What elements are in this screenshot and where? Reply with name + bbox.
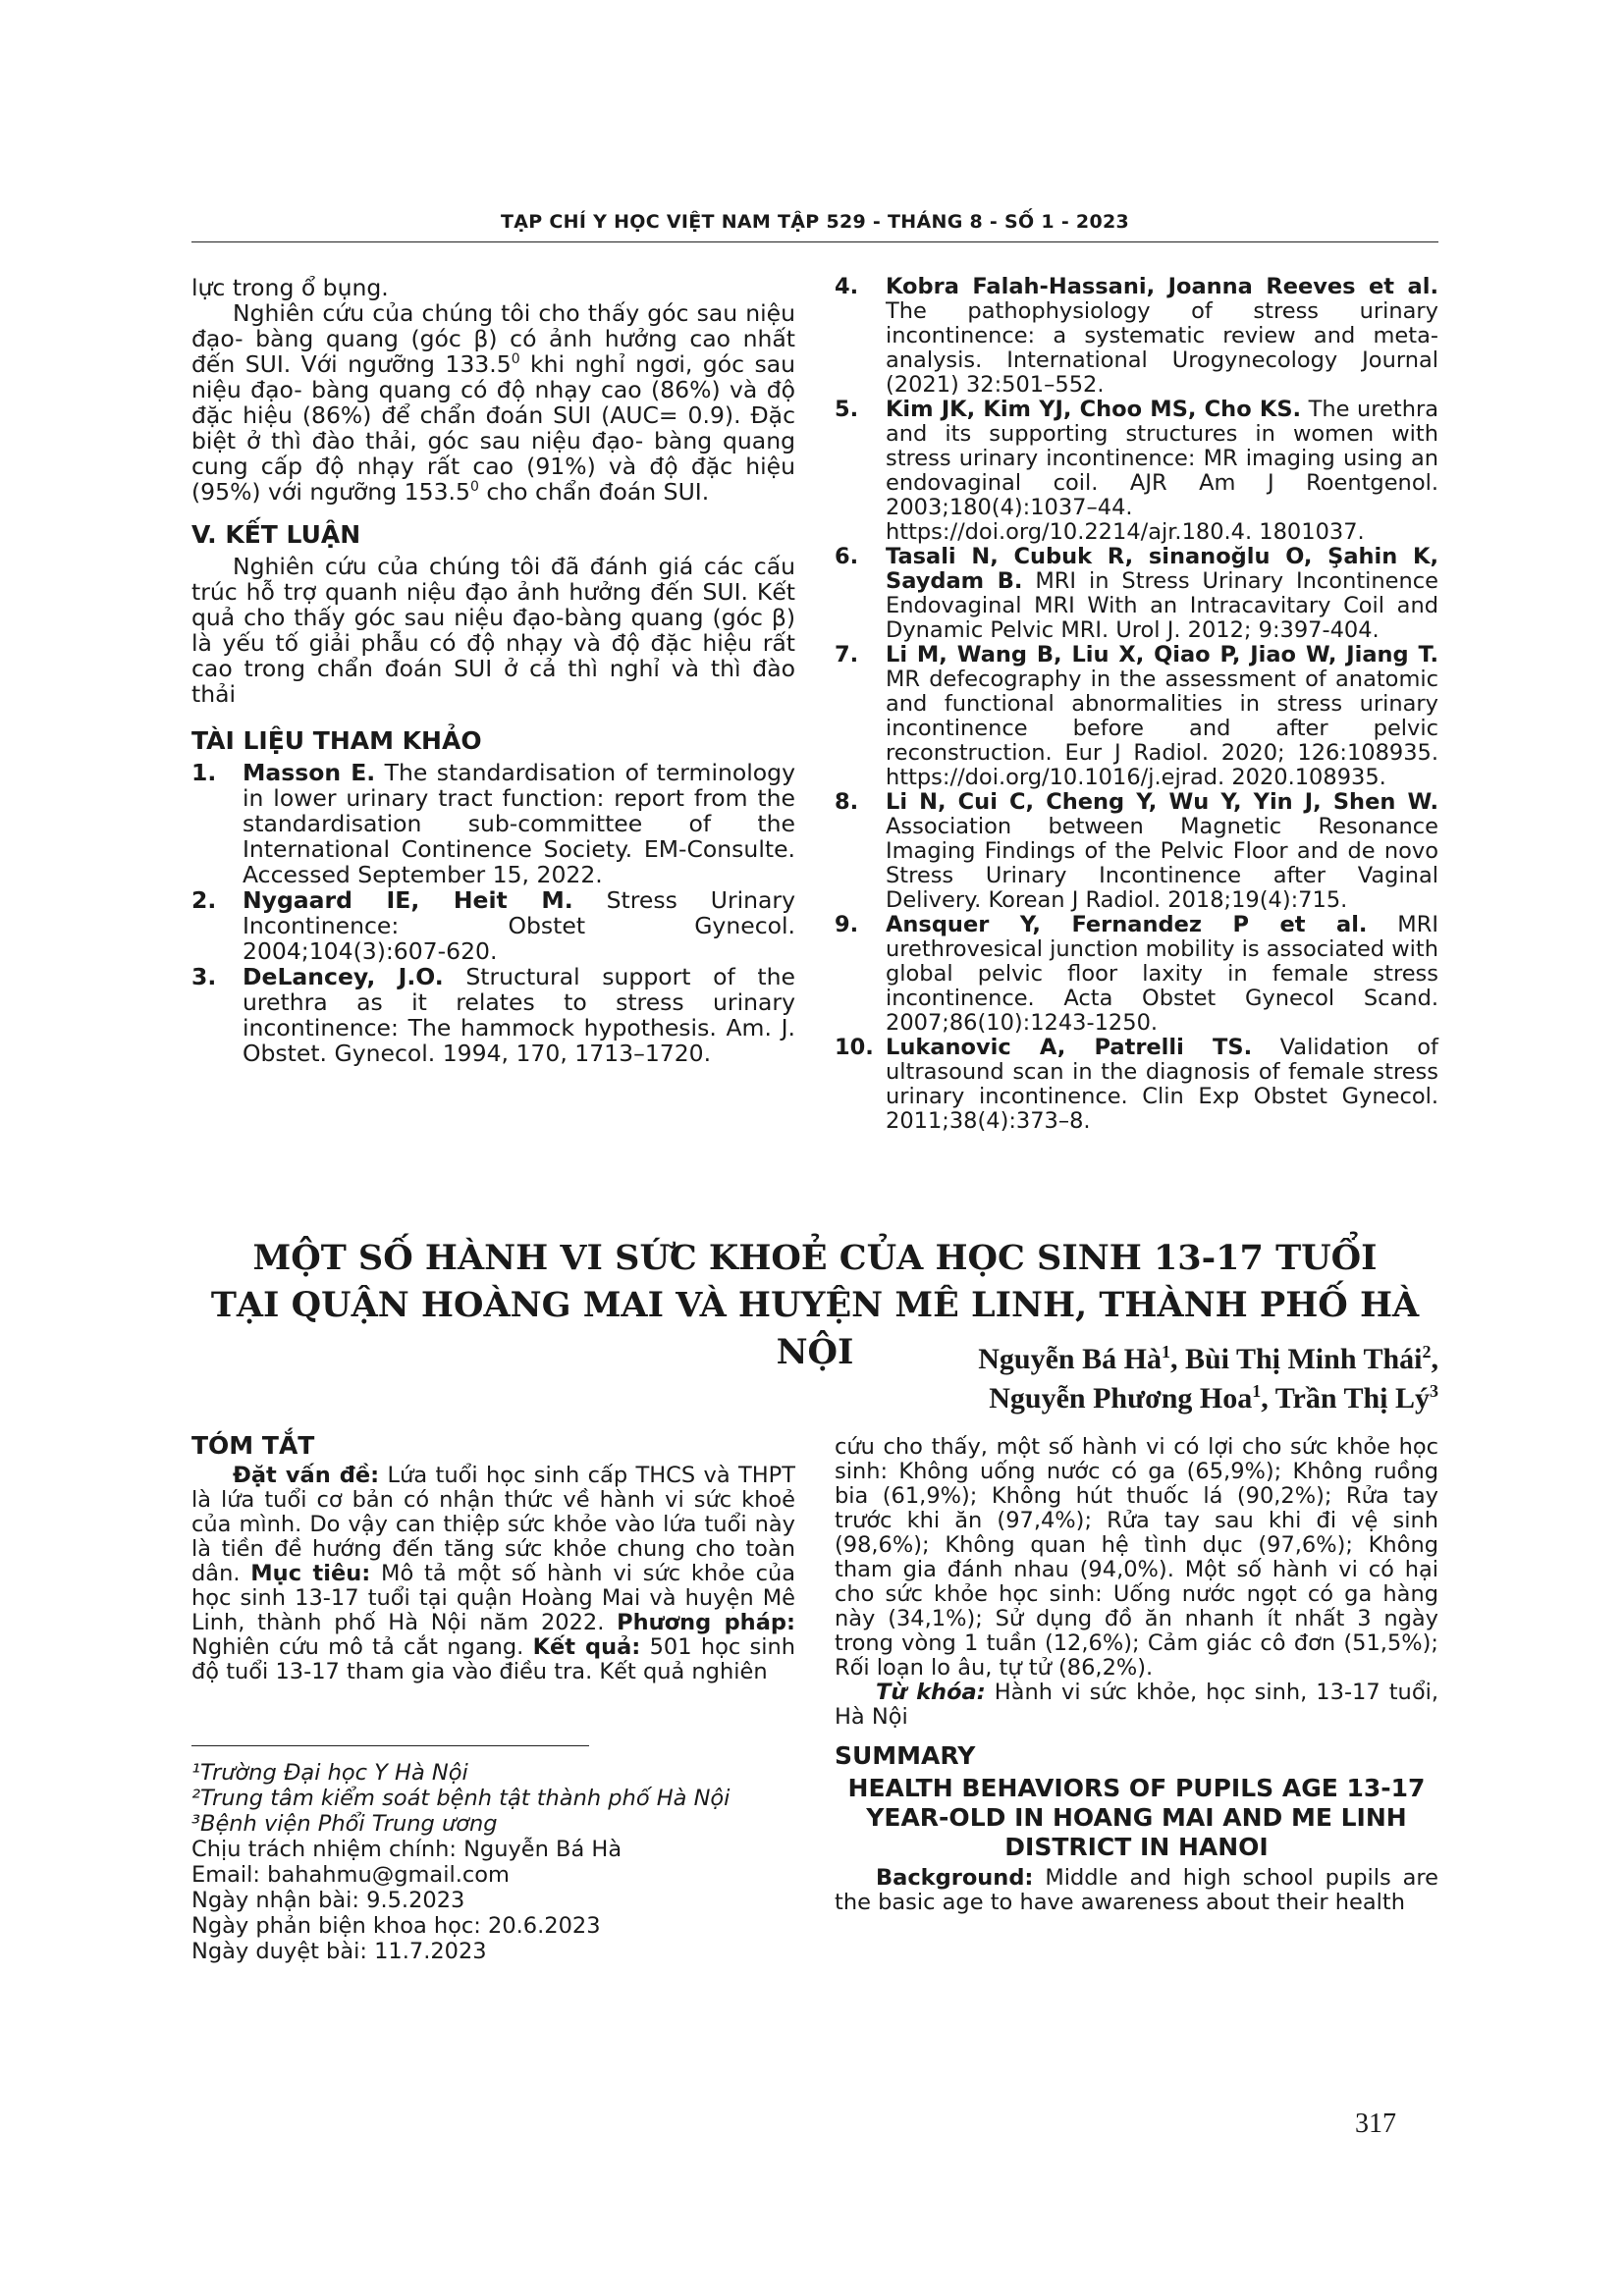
abstract-right	[835, 1435, 1438, 1915]
keywords-text: Hành vi sức khỏe, học sinh, 13-17 tuổi, Hà Nội	[835, 1680, 1438, 1730]
reference-text: MRI urethrovesical junction mobility is associated with global pelvic floor laxity in female stress incontinence. Acta Obstet Gynecol Scand. 2007;86(10):1243-1250.	[886, 912, 1438, 1036]
affiliation-marker: 2	[1422, 1342, 1432, 1362]
reference-number: 10.	[835, 1035, 874, 1060]
reference-item	[835, 643, 1438, 790]
date-accepted: Ngày duyệt bài: 11.7.2023	[191, 1939, 487, 1964]
abstract-paragraph	[191, 1464, 795, 1684]
reference-text: MRI in Stress Urinary Incontinence Endovaginal MRI With an Intracavitary Coil and Dynamic Pelvic MRI. Urol J. 2012; 9:397-404.	[886, 568, 1438, 643]
text-run: Mô tả một số hành vi sức khỏe của học sinh 13-17 tuổi tại quận Hoàng Mai và huyện Mê Linh, thành phố Hà Nội năm 2022.	[191, 1561, 795, 1635]
email: Email: bahahmu@gmail.com	[191, 1862, 510, 1888]
reference-text: MR defecography in the assessment of anatomic and functional abnormalities in stress urinary incontinence before and after pelvic reconstruction. Eur J Radiol. 2020; 126:108935. https://doi.org/10.1016/j.ejrad. 2020.108935.	[886, 667, 1438, 790]
text-run: Lứa tuổi học sinh cấp THCS và THPT là lứa tuổi cơ bản có nhận thức về hành vi sức khoẻ của mình. Do vậy can thiệp sức khỏe vào lứa tuổi này là tiền đề hướng đến tăng sức khỏe chung cho toàn dân.	[191, 1463, 795, 1586]
superscript: 0	[511, 351, 520, 368]
author-name: Nguyễn Bá Hà	[978, 1343, 1162, 1375]
paragraph-results	[191, 300, 795, 505]
label-result: Kết quả:	[532, 1634, 641, 1660]
abstract-heading: TÓM TẮT	[191, 1431, 315, 1460]
text-run: khi nghỉ ngơi, góc sau niệu đạo- bàng quang có độ nhạy cao (86%) và độ đặc hiệu (86%) để chẩn đoán SUI (AUC= 0.9). Đặc biệt ở thì đào thải, góc sau niệu đạo- bàng quang cung cấp độ nhạy rất cao (91%) và độ đặc hiệu (95%) với ngưỡng 153.5	[191, 350, 795, 506]
right-column	[835, 275, 1438, 1134]
reference-text: Association between Magnetic Resonance Imaging Findings of the Pelvic Floor and de novo Stress Urinary Incontinence after Vaginal Delivery. Korean J Radiol. 2018;19(4):715.	[886, 814, 1438, 913]
reference-authors: Nygaard IE, Heit M.	[243, 886, 573, 914]
paragraph-continuation: lực trong ổ bụng.	[191, 274, 389, 301]
reference-text: The standardisation of terminology in lower urinary tract function: report from the standardisation sub-committee of the International Continence Society. EM-Consulte. Accessed September 15, 2022.	[243, 759, 795, 888]
reference-item	[191, 760, 795, 887]
text-run: Middle and high school pupils are the basic age to have awareness about their health	[835, 1865, 1438, 1915]
abstract-continuation: cứu cho thấy, một số hành vi có lợi cho sức khỏe học sinh: Không uống nước có ga (65,9%); Không ruồng bia (61,9%); Không hút thuốc lá (90,2%); Rửa tay trước khi ăn (97,4%); Rửa tay sau khi đi vệ sinh (98,6%); Không quan hệ tình dục (97,6%); Không tham gia đánh nhau (94,0%). Một số hành vi có hại cho sức khỏe học sinh: Uống nước ngọt có ga hàng này (34,1%); Sử dụng đồ ăn nhanh ít nhất 3 ngày trong vòng 1 tuần (12,6%); Cảm giác cô đơn (51,5%); Rối loạn lo âu, tự tử (86,2%).	[835, 1434, 1438, 1681]
label-method: Phương pháp:	[617, 1610, 795, 1635]
text-run: Nghiên cứu của chúng tôi cho thấy góc sau niệu đạo- bàng quang (góc β) có ảnh hưởng cao nhất đến SUI. Với ngưỡng 133.5	[191, 299, 795, 378]
footnote-rule	[191, 1745, 589, 1746]
keywords	[835, 1681, 1438, 1730]
article-title-line: MỘT SỐ HÀNH VI SỨC KHOẺ CỦA HỌC SINH 13-17 TUỔI	[252, 1238, 1378, 1278]
text-run: cho chẩn đoán SUI.	[478, 478, 710, 506]
author-name: Trần Thị Lý	[1274, 1382, 1430, 1415]
reference-item	[835, 913, 1438, 1036]
reference-text: Stress Urinary Incontinence: Obstet Gynecol. 2004;104(3):607-620.	[243, 886, 795, 965]
reference-item	[835, 275, 1438, 398]
reference-list-left	[191, 760, 795, 1066]
keywords-label: Từ khóa:	[876, 1680, 986, 1705]
label-background: Đặt vấn đề:	[233, 1463, 380, 1488]
date-reviewed: Ngày phản biện khoa học: 20.6.2023	[191, 1913, 601, 1939]
superscript: 0	[469, 479, 479, 496]
reference-text: Structural support of the urethra as it relates to stress urinary incontinence: The hammock hypothesis. Am. J. Obstet. Gynecol. 1994, 170, 1713–1720.	[243, 963, 795, 1067]
reference-authors: Li M, Wang B, Liu X, Qiao P, Jiao W, Jiang T.	[886, 642, 1438, 667]
reference-text: The pathophysiology of stress urinary incontinence: a systematic review and meta-analysis. International Urogynecology Journal (2021) 32:501–552.	[886, 298, 1438, 398]
reference-authors: Masson E.	[243, 759, 376, 786]
reference-item	[835, 790, 1438, 913]
reference-authors: Tasali N, Cubuk R, sinanoğlu O, Şahin K, Saydam B.	[886, 544, 1438, 594]
text-run: Nghiên cứu mô tả cắt ngang.	[191, 1634, 524, 1660]
author-line: Nguyễn Phương Hoa$^1$, Trần Thị $Lý^3$	[989, 1381, 1438, 1415]
reference-number: 5.	[835, 397, 859, 422]
footnotes	[191, 1760, 741, 1964]
reference-number: 7.	[835, 642, 859, 667]
reference-authors: Ansquer Y, Fernandez P et al.	[886, 912, 1368, 937]
abstract-left	[191, 1433, 795, 1684]
header-rule	[191, 241, 1438, 242]
author-list	[785, 1340, 1438, 1418]
affiliation-marker: 3	[1430, 1381, 1438, 1401]
affiliation-2: ²Trung tâm kiểm soát bệnh tật thành phố Hà Nội	[191, 1786, 731, 1811]
reference-text: Validation of ultrasound scan in the diagnosis of female stress urinary incontinence. Clin Exp Obstet Gynecol. 2011;38(4):373–8.	[886, 1035, 1438, 1134]
reference-number: 1.	[191, 759, 217, 786]
section-heading-references: TÀI LIỆU THAM KHẢO	[191, 726, 482, 755]
text-run: 501 học sinh độ tuổi 13-17 tham gia vào điều tra. Kết quả nghiên	[191, 1634, 795, 1684]
reference-item	[191, 964, 795, 1066]
affiliation-1: ¹Trường Đại học Y Hà Nội	[191, 1760, 468, 1786]
reference-text: The urethra and its supporting structures in women with stress urinary incontinence: MR imaging using an endovaginal coil. AJR Am J Roentgenol. 2003;180(4):1037–44. https://doi.org/10.2214/ajr.180.4. 1801037.	[886, 397, 1438, 545]
reference-item	[191, 887, 795, 964]
reference-item	[835, 1036, 1438, 1134]
author-line: Nguyễn Bá $Hà^1$, Bùi Thị Minh Thái$^2$,	[978, 1342, 1438, 1375]
reference-number: 3.	[191, 963, 217, 990]
label-objective: Mục tiêu:	[250, 1561, 371, 1586]
reference-authors: Lukanovic A, Patrelli TS.	[886, 1035, 1253, 1060]
reference-item	[835, 545, 1438, 643]
affiliation-3: ³Bệnh viện Phổi Trung ương	[191, 1811, 498, 1837]
section-heading-conclusion: V. KẾT LUẬN	[191, 520, 361, 549]
summary-paragraph	[835, 1866, 1438, 1915]
paragraph-conclusion: Nghiên cứu của chúng tôi đã đánh giá các cấu trúc hỗ trợ quanh niệu đạo ảnh hưởng đến SUI. Kết quả cho thấy góc sau niệu đạo-bàng quang (góc β) là yếu tố giải phẫu có độ nhạy và độ đặc hiệu rất cao trong chẩn đoán SUI ở cả thì nghỉ và thì đào thải	[191, 553, 795, 708]
reference-authors: Kobra Falah-Hassani, Joanna Reeves et al.	[886, 274, 1438, 299]
reference-number: 2.	[191, 886, 217, 914]
page-number: 317	[1355, 2109, 1396, 2139]
affiliation-marker: 1	[1252, 1381, 1262, 1401]
reference-number: 8.	[835, 789, 859, 815]
affiliation-marker: 1	[1161, 1342, 1170, 1362]
summary-heading: SUMMARY	[835, 1741, 976, 1770]
reference-number: 9.	[835, 912, 859, 937]
author-name: Nguyễn Phương Hoa	[989, 1382, 1253, 1415]
left-column	[191, 275, 795, 1066]
reference-number: 6.	[835, 544, 859, 569]
author-name: Bùi Thị Minh Thái	[1184, 1343, 1423, 1375]
reference-authors: DeLancey, J.O.	[243, 963, 444, 990]
label-background: Background:	[876, 1865, 1034, 1891]
corresponding-author: Chịu trách nhiệm chính: Nguyễn Bá Hà	[191, 1837, 623, 1862]
reference-item	[835, 398, 1438, 545]
reference-number: 4.	[835, 274, 859, 299]
date-received: Ngày nhận bài: 9.5.2023	[191, 1888, 465, 1913]
reference-authors: Kim JK, Kim YJ, Choo MS, Cho KS.	[886, 397, 1302, 422]
reference-authors: Li N, Cui C, Cheng Y, Wu Y, Yin J, Shen W.	[886, 789, 1438, 815]
summary-title: HEALTH BEHAVIORS OF PUPILS AGE 13-17 YEAR-OLD IN HOANG MAI AND ME LINH DISTRICT IN HANOI	[847, 1774, 1426, 1861]
journal-header: TẠP CHÍ Y HỌC VIỆT NAM TẬP 529 - THÁNG 8 - SỐ 1 - 2023	[500, 211, 1130, 233]
article-title-line: TẠI QUẬN HOÀNG MAI VÀ HUYỆN MÊ LINH, THÀNH PHỐ HÀ NỘI	[210, 1285, 1420, 1372]
